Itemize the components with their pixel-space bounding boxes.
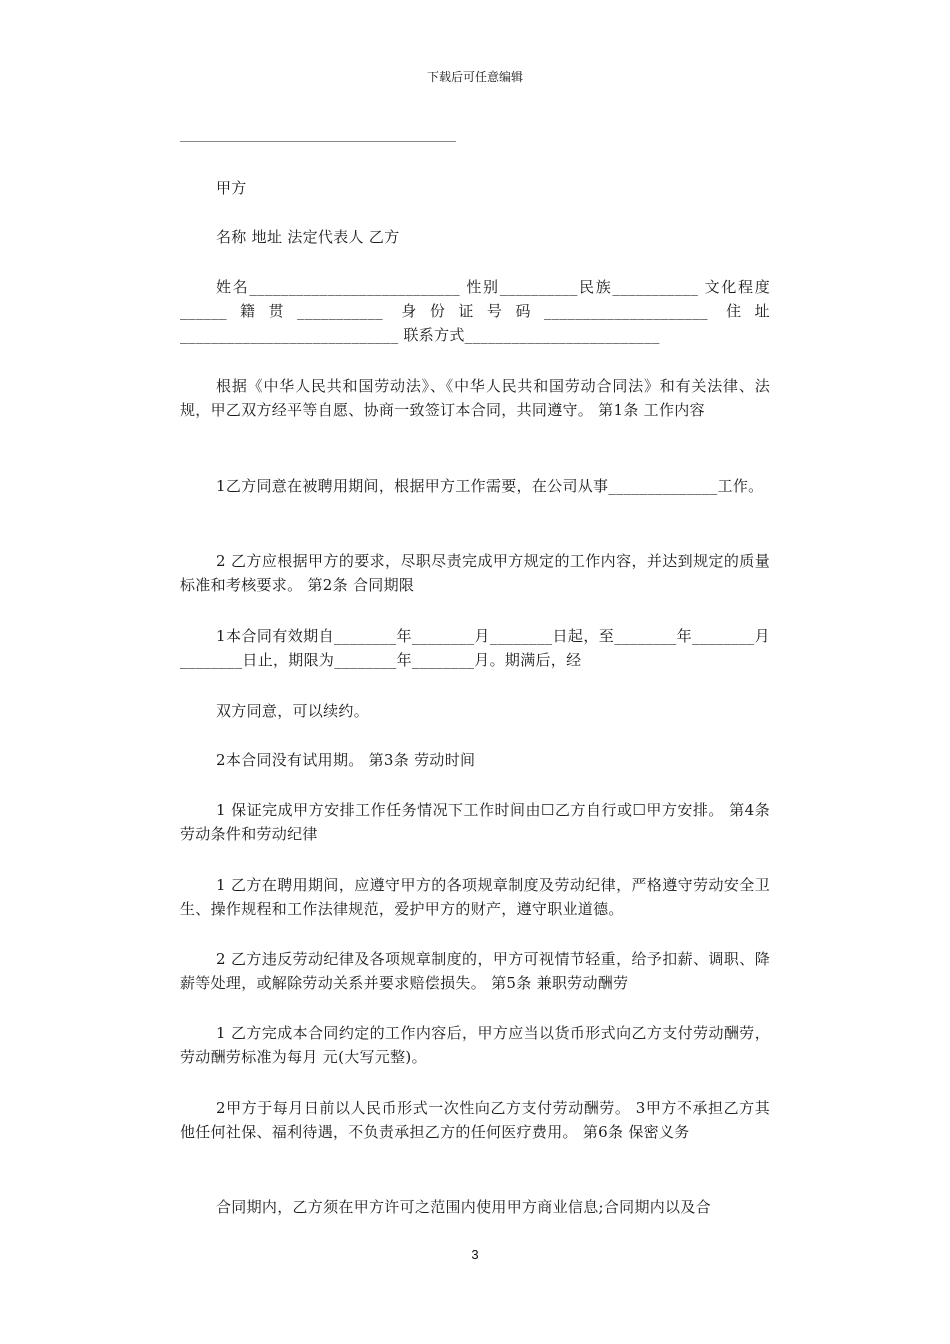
- paragraph-party-fields: 名称 地址 法定代表人 乙方: [216, 228, 400, 246]
- paragraph-discipline-1: 1 乙方在聘用期间，应遵守甲方的各项规章制度及劳动纪律，严格遵守劳动安全卫生、操作规程和工作法律规范，爱护甲方的财产，遵守职业道德。: [180, 876, 770, 918]
- paragraph-work-content-1: 1乙方同意在被聘用期间，根据甲方工作需要，在公司从事______________工作。: [216, 477, 764, 495]
- paragraph-work-hours: 1 保证完成甲方安排工作任务情况下工作时间由☐乙方自行或☐甲方安排。 第4条 劳动条件和劳动纪律: [180, 801, 770, 843]
- paragraph-term-2: 2本合同没有试用期。 第3条 劳动时间: [216, 751, 476, 769]
- page-number: 3: [471, 1247, 479, 1262]
- top-rule: [180, 141, 456, 142]
- paragraph-pay-1: 1 乙方完成本合同约定的工作内容后，甲方应当以货币形式向乙方支付劳动酬劳，劳动酬劳标准为每月 元(大写元整)。: [180, 1024, 770, 1066]
- paragraph-confidentiality: 合同期内，乙方须在甲方许可之范围内使用甲方商业信息;合同期内以及合: [216, 1198, 711, 1216]
- paragraph-personal-info: 姓名___________________________ 性别__________民族___________ 文化程度______籍贯___________ 身份证号码_____________________ 住址____________________________ 联系方式_________________________: [180, 278, 770, 344]
- paragraph-preamble: 根据《中华人民共和国劳动法》、《中华人民共和国劳动合同法》和有关法律、法规，甲乙双方经平等自愿、协商一致签订本合同，共同遵守。 第1条 工作内容: [180, 377, 770, 419]
- paragraph-party-a: 甲方: [216, 179, 247, 197]
- paragraph-work-content-2: 2 乙方应根据甲方的要求，尽职尽责完成甲方规定的工作内容，并达到规定的质量标准和考核要求。 第2条 合同期限: [180, 552, 770, 594]
- paragraph-discipline-2: 2 乙方违反劳动纪律及各项规章制度的，甲方可视情节轻重，给予扣薪、调职、降薪等处理，或解除劳动关系并要求赔偿损失。 第5条 兼职劳动酬劳: [180, 950, 770, 992]
- paragraph-term-renewal: 双方同意，可以续约。: [216, 702, 370, 720]
- page-header-note: 下载后可任意编辑: [426, 70, 523, 84]
- paragraph-term-1: 1本合同有效期自________年________月________日起，至________年________月________日止，期限为________年________月。期满后，经: [180, 627, 770, 669]
- paragraph-pay-2: 2甲方于每月日前以人民币形式一次性向乙方支付劳动酬劳。 3甲方不承担乙方其他任何社保、福利待遇，不负责承担乙方的任何医疗费用。 第6条 保密义务: [180, 1099, 770, 1141]
